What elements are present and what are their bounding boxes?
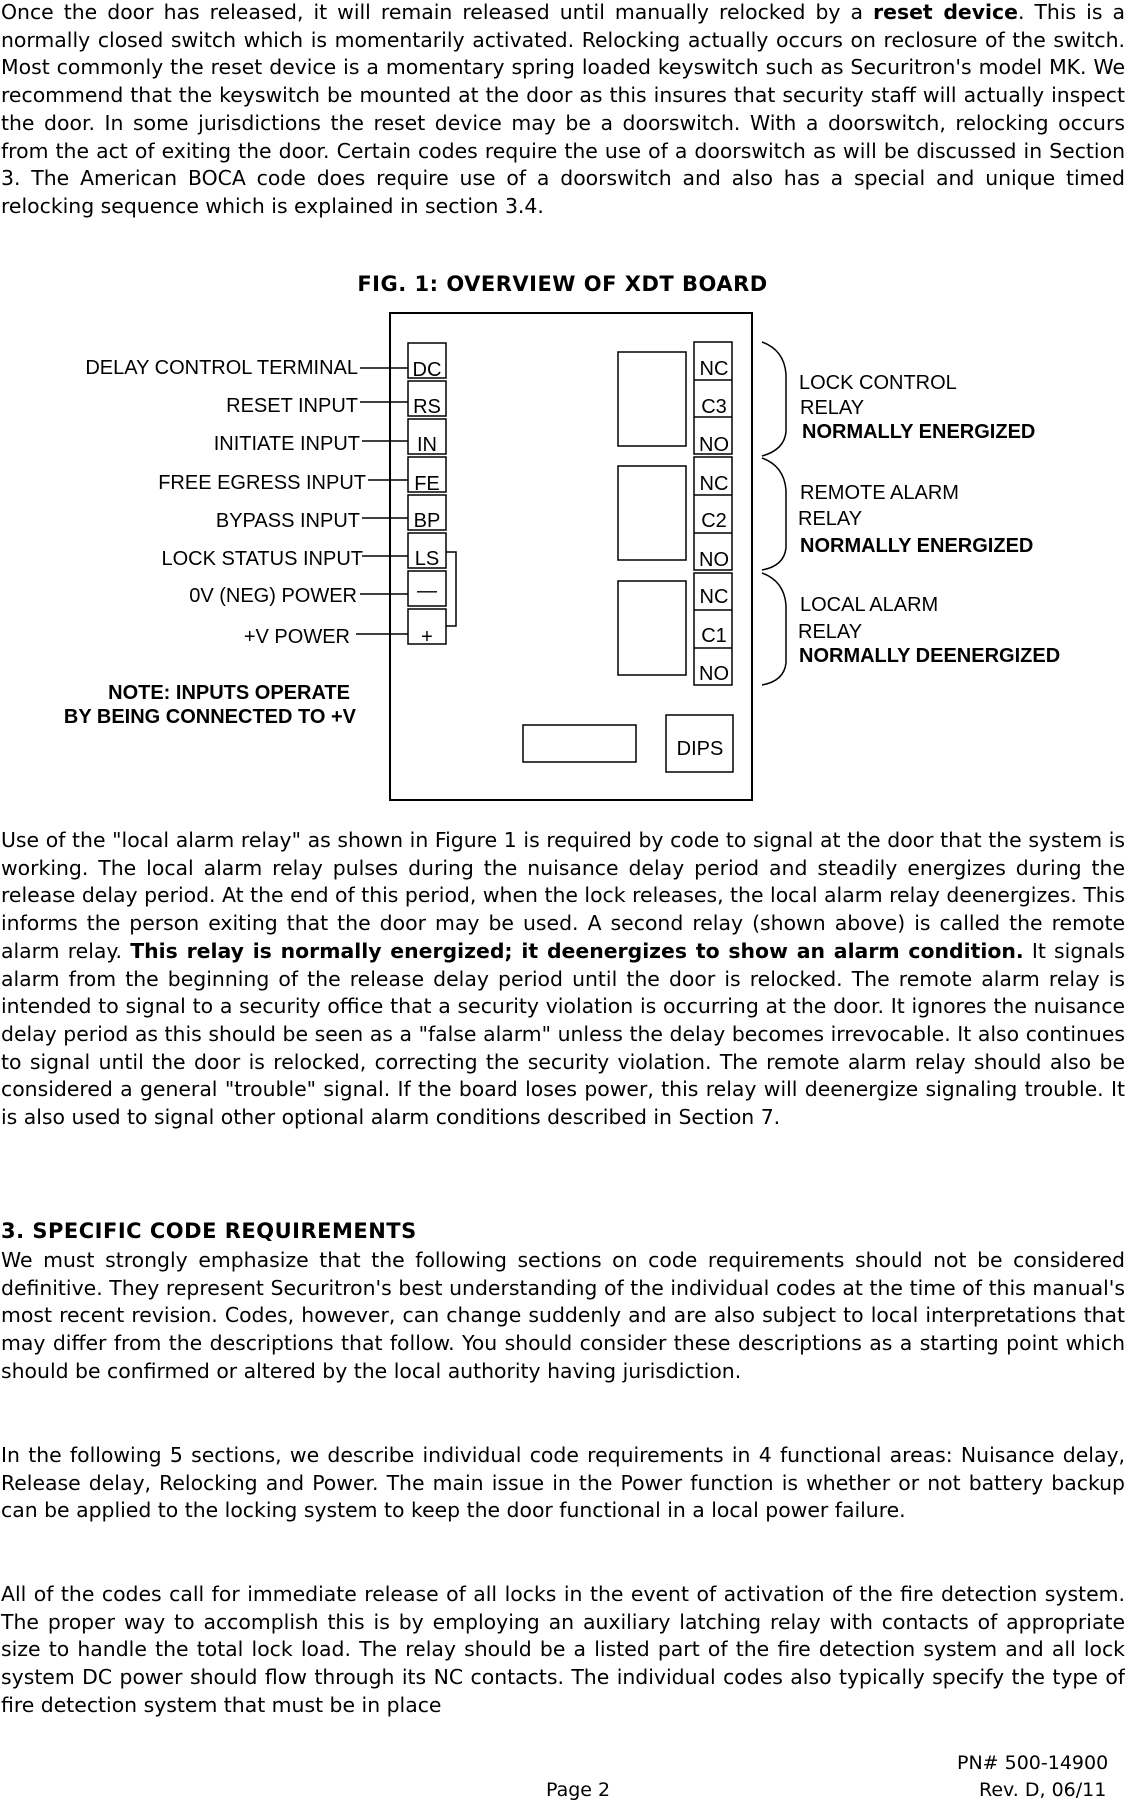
relay-terminal-label: NC	[699, 473, 729, 495]
xdt-board-diagram	[0, 300, 1125, 810]
paragraph-reset-device: Once the door has released, it will remain released until manually relocked by a reset device. This is a normally closed switch which is momentarily activated. Relocking actually occurs on reclosure of the switch. Most commonly the reset device is a momentary spring loaded keyswitch such as Securitron's model MK. We recommend that the keyswitch be mounted at the door as this insures that security staff will actually inspect the door. In some jurisdictions the reset device may be a doorswitch. With a doorswitch, relocking occurs from the act of exiting the door. Certain codes require the use of a doorswitch as will be discussed in Section 3. The American BOCA code does require use of a doorswitch and also has a special and unique timed relocking sequence which is explained in section 3.4.	[1, 0, 1125, 218]
terminal-label: +	[421, 626, 433, 648]
terminal-strip	[408, 343, 446, 648]
label-plus-v-power: +V POWER	[243, 626, 350, 648]
input-labels	[85, 357, 366, 648]
relay-terminal-label: NC	[699, 586, 729, 608]
terminal-label: LS	[414, 548, 440, 570]
label-reset-input: RESET INPUT	[226, 395, 358, 417]
note-line-2: BY BEING CONNECTED TO +V	[63, 706, 356, 728]
relay-name: LOCAL ALARM	[800, 594, 939, 616]
relay-terminal-label: C2	[701, 510, 727, 532]
relay-block	[618, 352, 686, 446]
terminal-label: —	[417, 580, 437, 602]
label-leaders	[356, 368, 408, 634]
relay-terminal-strips	[694, 342, 732, 685]
label-0v-power: 0V (NEG) POWER	[189, 585, 357, 607]
paragraph-local-alarm-relay: Use of the "local alarm relay" as shown in Figure 1 is required by code to signal at the door that the system is working. The local alarm relay pulses during the nuisance delay period and steadily energizes during the release delay period. At the end of this period, when the lock releases, the local alarm relay deenergizes. This informs the person exiting that the door may be used. A second relay (shown above) is called the remote alarm relay. This relay is normally energized; it deenergizes to show an alarm condition. It signals alarm from the beginning of the release delay period until the door is relocked. The remote alarm relay is intended to signal to a security office that a security violation is occurring at the door. It ignores the nuisance delay period as this should be seen as a "false alarm" unless the delay becomes irrevocable. It also continues to signal until the door is relocked, correcting the security violation. The remote alarm relay should also be considered a general "trouble" signal. If the board loses power, this relay will deenergize signaling trouble. It is also used to signal other optional alarm conditions described in Section 7.	[1, 828, 1125, 1130]
footer-revision: Rev. D, 06/11	[979, 1779, 1107, 1801]
relay-state: NORMALLY ENERGIZED	[800, 535, 1034, 557]
relay-terminal-label: NO	[699, 549, 729, 571]
relay-name: LOCK CONTROL	[799, 372, 957, 394]
relay-name: RELAY	[798, 621, 863, 643]
relay-terminal-label: NC	[699, 358, 729, 380]
relay-block	[618, 581, 686, 675]
label-bypass-input: BYPASS INPUT	[215, 510, 360, 532]
relay-state: NORMALLY DEENERGIZED	[799, 645, 1061, 667]
relay-terminal-label: NO	[699, 434, 729, 456]
footer-page-number: Page 2	[546, 1779, 611, 1801]
relay-state: NORMALLY ENERGIZED	[802, 421, 1036, 443]
relay-terminal-label: NO	[699, 663, 729, 685]
label-delay-control-terminal: DELAY CONTROL TERMINAL	[85, 357, 358, 379]
note-line-1: NOTE: INPUTS OPERATE	[108, 682, 350, 704]
paragraph-code-emphasis: We must strongly emphasize that the following sections on code requirements should not be considered definitive. They represent Securitron's best understanding of the individual codes at the time of this manual's most recent revision. Codes, however, can change suddenly and are also subject to local interpretations that may differ from the descriptions that follow. You should consider these descriptions as a starting point which should be confirmed or altered by the local authority having jurisdiction.	[1, 1248, 1125, 1383]
relay-block	[618, 466, 686, 560]
footer-part-number: PN# 500-14900	[957, 1752, 1109, 1774]
relay-brace	[762, 342, 786, 456]
label-free-egress-input: FREE EGRESS INPUT	[158, 472, 366, 494]
relay-name: RELAY	[798, 508, 863, 530]
section-heading: 3. SPECIFIC CODE REQUIREMENTS	[1, 1219, 417, 1243]
relay-terminal-label: C3	[701, 396, 727, 418]
terminal-label: RS	[413, 396, 441, 418]
board-component	[523, 725, 636, 762]
terminal-label: BP	[413, 510, 441, 532]
terminal-label: DC	[412, 359, 442, 381]
paragraph-functional-areas: In the following 5 sections, we describe individual code requirements in 4 functional areas: Nuisance delay, Release delay, Relocking and Power. The main issue in the Power function is whether or not battery backup can be applied to the locking system to keep the door functional in a local power failure.	[1, 1443, 1125, 1523]
board-outline	[390, 313, 752, 800]
terminal-label: IN	[417, 434, 437, 456]
label-initiate-input: INITIATE INPUT	[213, 433, 360, 455]
terminal-label: FE	[414, 473, 440, 495]
relay-descriptions	[798, 372, 1060, 667]
relay-brace	[762, 573, 786, 685]
paragraph-fire-detection: All of the codes call for immediate release of all locks in the event of activation of the fire detection system. The proper way to accomplish this is by employing an auxiliary latching relay with contacts of appropriate size to handle the total lock load. The relay should be a listed part of the fire detection system and all lock system DC power should flow through its NC contacts. The individual codes also typically specify the type of fire detection system that must be in place	[1, 1582, 1125, 1717]
relay-name: RELAY	[800, 397, 865, 419]
ls-bracket	[446, 552, 456, 626]
label-lock-status-input: LOCK STATUS INPUT	[161, 548, 363, 570]
relay-brace	[762, 458, 786, 570]
relay-name: REMOTE ALARM	[800, 482, 959, 504]
dips-label: DIPS	[676, 738, 724, 760]
figure-title: FIG. 1: OVERVIEW OF XDT BOARD	[357, 272, 768, 296]
relay-terminal-label: C1	[701, 625, 727, 647]
